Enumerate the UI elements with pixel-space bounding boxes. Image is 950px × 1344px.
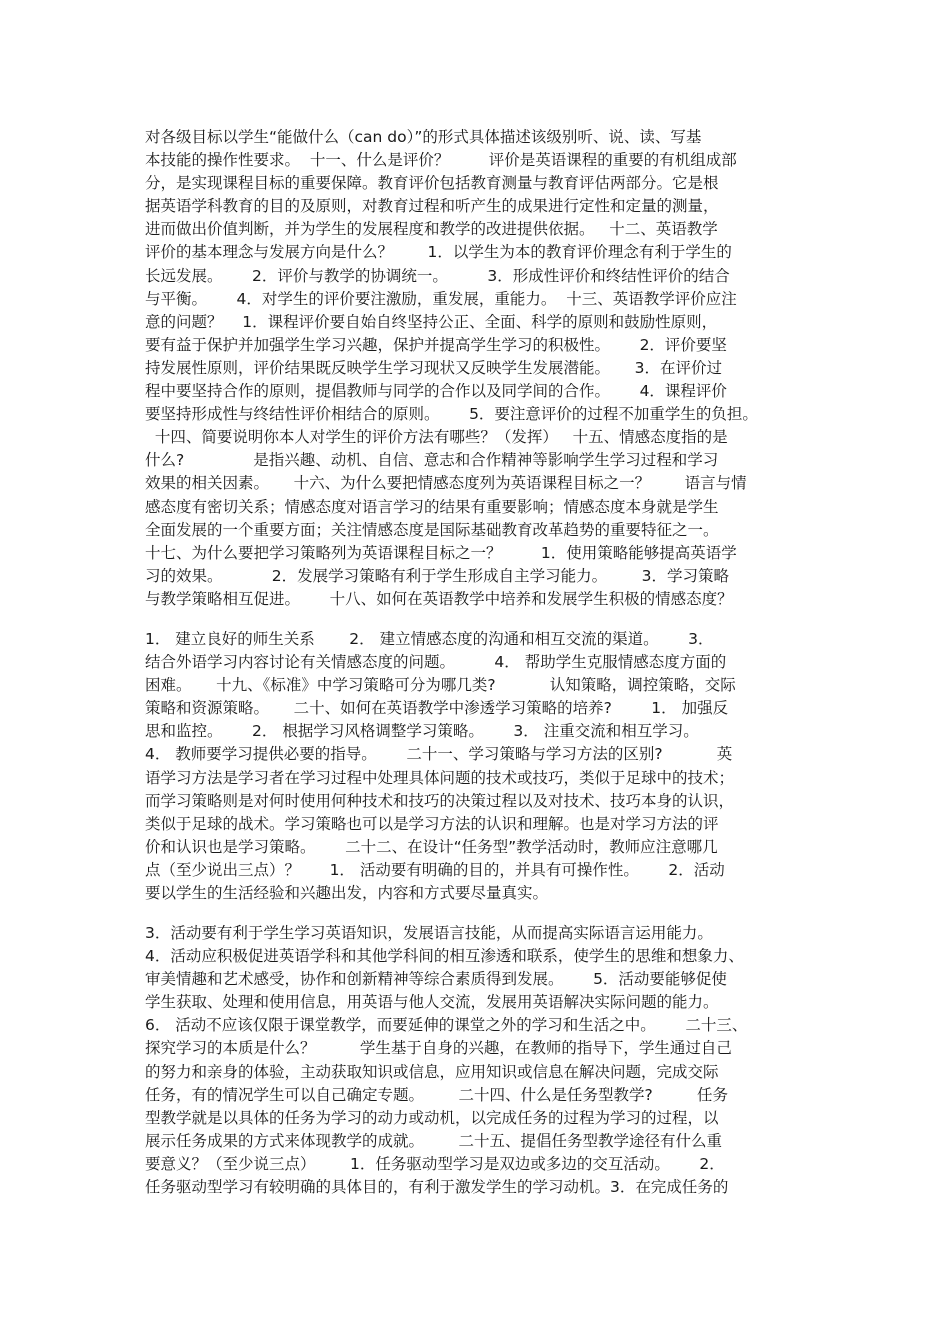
text-line: 4．活动应积极促进英语学科和其他学科间的相互渗透和联系，使学生的思维和想象力、 (145, 947, 744, 966)
text-line: 审美情趣和艺术感受，协作和创新精神等综合素质得到发展。 5．活动要能够促使 (145, 970, 727, 989)
text-line: 效果的相关因素。 十六、为什么要把情感态度列为英语课程目标之一？ 语言与情 (145, 474, 747, 493)
text-line: 语学习方法是学习者在学习过程中处理具体问题的技术或技巧，类似于足球中的技术； (145, 768, 735, 787)
text-line: 要有益于保护并加强学生学习兴趣，保护并提高学生学习的积极性。 2．评价要坚 (145, 335, 727, 354)
text-line: 3．活动要有利于学生学习英语知识，发展语言技能，从而提高实际语言运用能力。 (145, 924, 713, 942)
text-line: 1． 建立良好的师生关系 2． 建立情感态度的沟通和相互交流的渠道。 3． (145, 630, 714, 648)
text-line: 十七、为什么要把学习策略列为英语课程目标之一？ 1．使用策略能够提高英语学 (145, 543, 737, 562)
text-line: 全面发展的一个重要方面；关注情感态度是国际基础教育改革趋势的重要特征之一。 (145, 520, 719, 539)
text-line: 长远发展。 2．评价与教学的协调统一。 3．形成性评价和终结性评价的结合 (145, 266, 730, 285)
text-line: 与教学策略相互促进。 十八、如何在英语教学中培养和发展学生积极的情感态度？ (145, 589, 733, 608)
text-line: 学生获取、处理和使用信息，用英语与他人交流，发展用英语解决实际问题的能力。 (145, 993, 719, 1012)
text-line: 什么? 是指兴趣、动机、自信、意志和合作精神等影响学生学习过程和学习 (145, 451, 719, 470)
text-line: 意的问题？ 1．课程评价要自始自终坚持公正、全面、科学的原则和鼓励性原则， (145, 312, 718, 331)
text-line: 4． 教师要学习提供必要的指导。 二十一、学习策略与学习方法的区别? 英 (145, 745, 733, 764)
text-line: 据英语学科教育的目的及原则，对教育过程和听产生的成果进行定性和定量的测量， (145, 197, 719, 216)
text-line: 类似于足球的战术。学习策略也可以是学习方法的认识和理解。也是对学习方法的评 (145, 814, 719, 833)
text-line: 困难。 十九、《标准》中学习策略可分为哪几类? 认知策略，调控策略，交际 (145, 676, 736, 695)
text-line: 展示任务成果的方式来体现教学的成就。 二十五、提倡任务型教学途径有什么重 (145, 1131, 722, 1150)
text-line: 十四、简要说明你本人对学生的评价方法有哪些？（发挥） 十五、情感态度指的是 (145, 428, 728, 447)
text-line: 策略和资源策略。 二十、如何在英语教学中渗透学习策略的培养? 1． 加强反 (145, 699, 729, 718)
paragraph-3 (145, 922, 817, 1199)
text-line: 要坚持形成性与终结性评价相结合的原则。 5．要注意评价的过程不加重学生的负担。 (145, 405, 758, 424)
paragraph-1 (145, 126, 817, 611)
paragraph-2 (145, 628, 817, 905)
text-line: 型教学就是以具体的任务为学习的动力或动机，以完成任务的过程为学习的过程，以 (145, 1108, 719, 1127)
text-line: 结合外语学习内容讨论有关情感态度的问题。 4． 帮助学生克服情感态度方面的 (145, 653, 727, 672)
text-line: 探究学习的本质是什么？ 学生基于自身的兴趣，在教师的指导下，学生通过自己 (145, 1039, 732, 1058)
text-line: 本技能的操作性要求。 十一、什么是评价？ 评价是英语课程的重要的有机组成部 (145, 151, 737, 170)
text-line: 程中要坚持合作的原则，提倡教师与同学的合作以及同学间的合作。 4．课程评价 (145, 382, 727, 401)
text-line: 感态度有密切关系；情感态度对语言学习的结果有重要影响；情感态度本身就是学生 (145, 497, 719, 516)
text-line: 评价的基本理念与发展方向是什么？ 1．以学生为本的教育评价理念有利于学生的 (145, 243, 732, 262)
text-line: 习的效果。 2．发展学习策略有利于学生形成自主学习能力。 3．学习策略 (145, 566, 729, 585)
text-line: 分，是实现课程目标的重要保障。教育评价包括教育测量与教育评估两部分。它是根 (145, 174, 719, 193)
text-line: 与平衡。 4．对学生的评价要注激励，重发展，重能力。 十三、英语教学评价应注 (145, 289, 737, 308)
text-line: 要意义？（至少说三点） 1．任务驱动型学习是双边或多边的交互活动。 2． (145, 1154, 725, 1173)
text-line: 任务驱动型学习有较明确的具体目的，有利于激发学生的学习动机。3．在完成任务的 (145, 1178, 729, 1197)
text-line: 要以学生的生活经验和兴趣出发，内容和方式要尽量真实。 (145, 884, 549, 903)
text-line: 思和监控。 2． 根据学习风格调整学习策略。 3． 注重交流和相互学习。 (145, 722, 699, 741)
text-line: 6． 活动不应该仅限于课堂教学，而要延伸的课堂之外的学习和生活之中。 二十三、 (145, 1016, 748, 1035)
text-line: 对各级目标以学生“能做什么（can do）”的形式具体描述该级别听、说、读、写基 (145, 128, 702, 146)
text-line: 持发展性原则，评价结果既反映学生学习现状又反映学生发展潜能。 3．在评价过 (145, 358, 722, 377)
text-line: 而学习策略则是对何时使用何种技术和技巧的决策过程以及对技术、技巧本身的认识， (145, 791, 735, 810)
text-line: 进而做出价值判断，并为学生的发展程度和教学的改进提供依据。 十二、英语教学 (145, 220, 718, 239)
text-line: 点（至少说出三点）？ 1． 活动要有明确的目的，并具有可操作性。 2．活动 (145, 860, 725, 879)
text-line: 任务，有的情况学生可以自己确定专题。 二十四、什么是任务型教学? 任务 (145, 1085, 729, 1104)
text-line: 价和认识也是学习策略。 二十二、在设计“任务型”教学活动时，教师应注意哪几 (145, 837, 718, 856)
text-line: 的努力和亲身的体验，主动获取知识或信息，应用知识或信息在解决问题，完成交际 (145, 1062, 719, 1081)
